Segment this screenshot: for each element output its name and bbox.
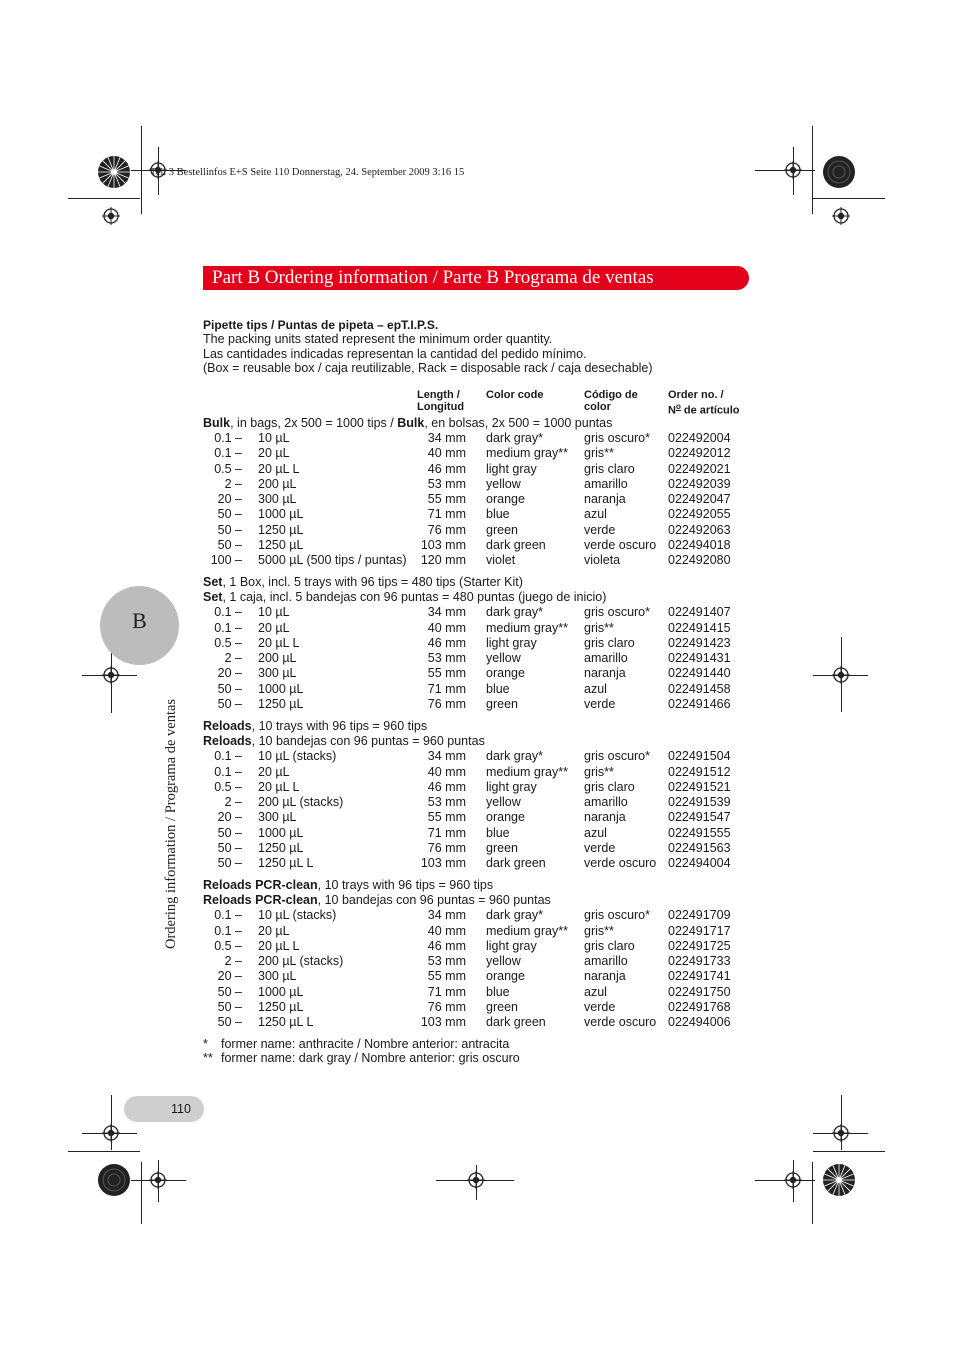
- cell-range-start: 50 –: [217, 984, 242, 999]
- cell-length: 55 mm: [427, 492, 466, 507]
- cell-codigo-color: gris claro: [584, 461, 635, 476]
- cell-codigo-color: azul: [584, 681, 607, 696]
- cell-order-number: 022492039: [668, 476, 731, 491]
- cell-range-start: 0.5 –: [214, 461, 242, 476]
- cell-color-code: orange: [486, 810, 525, 825]
- table-row: [203, 477, 763, 492]
- cell-color-code: medium gray**: [486, 923, 568, 938]
- cell-color-code: blue: [486, 507, 510, 522]
- cell-range-start: 2 –: [224, 476, 242, 491]
- print-slug-line: Teil 3 Bestellinfos E+S Seite 110 Donnerstag, 24. September 2009 3:16 15: [150, 167, 465, 178]
- cell-length: 55 mm: [427, 969, 466, 984]
- cell-order-number: 022491440: [668, 666, 731, 681]
- page-number: 110: [171, 1102, 191, 1116]
- column-header-length: Length / Longitud: [417, 389, 465, 413]
- cell-order-number: 022491407: [668, 605, 731, 620]
- cell-color-code: dark green: [486, 1015, 546, 1030]
- cell-color-code: dark gray*: [486, 908, 543, 923]
- cell-codigo-color: verde oscuro: [584, 1015, 657, 1030]
- cell-range-start: 50 –: [217, 696, 242, 711]
- registration-target-icon: [102, 1124, 120, 1142]
- cell-order-number: 022492055: [668, 507, 731, 522]
- cell-range-start: 0.1 –: [214, 620, 242, 635]
- cell-codigo-color: azul: [584, 984, 607, 999]
- cell-length: 34 mm: [427, 605, 466, 620]
- chapter-tab-letter: B: [132, 608, 147, 633]
- footnotes: [203, 1037, 520, 1066]
- cell-codigo-color: gris oscuro*: [584, 908, 650, 923]
- star-target-icon: [822, 1163, 856, 1197]
- cell-color-code: dark green: [486, 537, 546, 552]
- table-row: [203, 765, 763, 780]
- section-title: Reloads PCR-clean, 10 trays with 96 tips = 960 tips: [203, 878, 494, 892]
- cell-range-start: 0.5 –: [214, 635, 242, 650]
- table-row: [203, 1000, 763, 1015]
- cell-length: 71 mm: [427, 507, 466, 522]
- cell-length: 103 mm: [420, 537, 466, 552]
- table-row: [203, 538, 763, 553]
- cell-color-code: light gray: [486, 635, 537, 650]
- cell-codigo-color: gris claro: [584, 938, 635, 953]
- cell-length: 46 mm: [427, 938, 466, 953]
- cell-color-code: dark green: [486, 856, 546, 871]
- cell-codigo-color: gris**: [584, 620, 614, 635]
- cell-length: 53 mm: [427, 651, 466, 666]
- cell-color-code: green: [486, 696, 518, 711]
- cell-order-number: 022491521: [668, 779, 731, 794]
- cell-order-number: 022491415: [668, 620, 731, 635]
- cell-color-code: blue: [486, 984, 510, 999]
- table-row: [203, 969, 763, 984]
- cell-range-end: 300 µL: [258, 666, 297, 681]
- cell-range-start: 20 –: [217, 810, 242, 825]
- cell-range-end: 1000 µL: [258, 825, 304, 840]
- table-row: [203, 636, 763, 651]
- table-row: [203, 446, 763, 461]
- cell-length: 46 mm: [427, 779, 466, 794]
- cell-length: 120 mm: [420, 553, 466, 568]
- intro-line: (Box = reusable box / caja reutilizable, Rack = disposable rack / caja desechable): [203, 361, 653, 376]
- cell-range-end: 20 µL L: [258, 461, 300, 476]
- cell-range-end: 10 µL (stacks): [258, 908, 337, 923]
- table-row: [203, 553, 763, 568]
- section-title: Set, 1 Box, incl. 5 trays with 96 tips = 480 tips (Starter Kit): [203, 575, 523, 589]
- table-row: [203, 924, 763, 939]
- star-target-icon: [97, 155, 131, 189]
- cell-color-code: green: [486, 522, 518, 537]
- cell-order-number: 022491717: [668, 923, 731, 938]
- cell-codigo-color: gris**: [584, 446, 614, 461]
- cell-length: 53 mm: [427, 795, 466, 810]
- cell-codigo-color: gris claro: [584, 779, 635, 794]
- cell-length: 34 mm: [427, 908, 466, 923]
- cell-length: 34 mm: [427, 431, 466, 446]
- cell-length: 76 mm: [427, 522, 466, 537]
- cell-codigo-color: verde: [584, 522, 616, 537]
- cell-codigo-color: verde: [584, 999, 616, 1014]
- cell-range-start: 0.1 –: [214, 923, 242, 938]
- cell-length: 71 mm: [427, 825, 466, 840]
- star-target-icon: [97, 1163, 131, 1197]
- cell-color-code: yellow: [486, 651, 521, 666]
- table-row: [203, 431, 763, 446]
- cell-range-end: 20 µL: [258, 620, 290, 635]
- cell-range-start: 0.5 –: [214, 779, 242, 794]
- cell-length: 40 mm: [427, 923, 466, 938]
- cell-range-end: 10 µL: [258, 431, 290, 446]
- section-title: Reloads, 10 trays with 96 tips = 960 tips: [203, 719, 428, 733]
- cell-color-code: medium gray**: [486, 764, 568, 779]
- cell-order-number: 022492021: [668, 461, 731, 476]
- section-title: Reloads, 10 bandejas con 96 puntas = 960 puntas: [203, 734, 485, 749]
- cell-order-number: 022491725: [668, 938, 731, 953]
- cell-order-number: 022492047: [668, 492, 731, 507]
- cell-range-end: 1250 µL: [258, 522, 304, 537]
- cell-codigo-color: gris oscuro*: [584, 605, 650, 620]
- cell-color-code: yellow: [486, 954, 521, 969]
- cell-order-number: 022491768: [668, 999, 731, 1014]
- table-row: [203, 749, 763, 764]
- cell-order-number: 022491504: [668, 749, 731, 764]
- cell-range-end: 10 µL: [258, 605, 290, 620]
- intro-line: The packing units stated represent the minimum order quantity.: [203, 332, 553, 347]
- cell-codigo-color: amarillo: [584, 476, 628, 491]
- cell-color-code: yellow: [486, 476, 521, 491]
- cell-range-start: 2 –: [224, 651, 242, 666]
- cell-range-start: 2 –: [224, 795, 242, 810]
- cell-color-code: dark gray*: [486, 749, 543, 764]
- section-title: Bulk, in bags, 2x 500 = 1000 tips / Bulk, en bolsas, 2x 500 = 1000 puntas: [203, 416, 613, 430]
- cell-order-number: 022491555: [668, 825, 731, 840]
- registration-target-icon: [832, 666, 850, 684]
- registration-target-icon: [149, 1171, 167, 1189]
- cell-range-end: 20 µL: [258, 764, 290, 779]
- cell-codigo-color: naranja: [584, 666, 626, 681]
- cell-length: 40 mm: [427, 446, 466, 461]
- section-banner: Part B Ordering information / Parte B Programa de ventas: [203, 266, 749, 290]
- cell-range-start: 50 –: [217, 999, 242, 1014]
- column-header-codigo: Código de color: [584, 389, 638, 413]
- cell-range-start: 20 –: [217, 492, 242, 507]
- cell-codigo-color: verde: [584, 840, 616, 855]
- cell-length: 46 mm: [427, 635, 466, 650]
- registration-target-icon: [102, 207, 120, 225]
- cell-codigo-color: verde oscuro: [584, 856, 657, 871]
- page-number-box: [124, 1096, 204, 1122]
- cell-codigo-color: violeta: [584, 553, 621, 568]
- cell-range-start: 50 –: [217, 840, 242, 855]
- cell-order-number: 022491431: [668, 651, 731, 666]
- section-title: Set, 1 caja, incl. 5 bandejas con 96 puntas = 480 puntas (juego de inicio): [203, 590, 607, 605]
- table-row: [203, 795, 763, 810]
- cell-length: 53 mm: [427, 954, 466, 969]
- cell-color-code: medium gray**: [486, 620, 568, 635]
- table-row: [203, 954, 763, 969]
- cell-color-code: yellow: [486, 795, 521, 810]
- table-row: [203, 780, 763, 795]
- table-row: [203, 462, 763, 477]
- cell-range-end: 1250 µL: [258, 999, 304, 1014]
- table-row: [203, 841, 763, 856]
- cell-range-start: 50 –: [217, 681, 242, 696]
- cell-range-start: 50 –: [217, 522, 242, 537]
- cell-range-end: 200 µL: [258, 651, 297, 666]
- product-section: [203, 575, 763, 712]
- table-row: [203, 939, 763, 954]
- product-section: [203, 719, 763, 871]
- registration-target-icon: [832, 1124, 850, 1142]
- cell-range-end: 1000 µL: [258, 507, 304, 522]
- cell-range-start: 0.1 –: [214, 605, 242, 620]
- intro-heading: Pipette tips / Puntas de pipeta – epT.I.P.S.: [203, 318, 439, 332]
- side-running-title: Ordering information / Programa de ventas: [163, 698, 179, 949]
- section-title: Reloads PCR-clean, 10 bandejas con 96 puntas = 960 puntas: [203, 893, 551, 908]
- table-row: [203, 856, 763, 871]
- cell-color-code: light gray: [486, 461, 537, 476]
- cell-color-code: blue: [486, 825, 510, 840]
- table-row: [203, 985, 763, 1000]
- cell-order-number: 022491709: [668, 908, 731, 923]
- cell-range-start: 2 –: [224, 954, 242, 969]
- cell-color-code: orange: [486, 492, 525, 507]
- cell-order-number: 022494006: [668, 1015, 731, 1030]
- cell-order-number: 022491563: [668, 840, 731, 855]
- cell-codigo-color: azul: [584, 825, 607, 840]
- column-header-order-no: Order no. / $N^o$ de artículo: [668, 389, 740, 417]
- cell-codigo-color: verde oscuro: [584, 537, 657, 552]
- cell-order-number: 022491423: [668, 635, 731, 650]
- cell-range-end: 20 µL L: [258, 635, 300, 650]
- intro-line: Las cantidades indicadas representan la cantidad del pedido mínimo.: [203, 346, 587, 361]
- cell-range-end: 200 µL (stacks): [258, 795, 344, 810]
- cell-codigo-color: naranja: [584, 810, 626, 825]
- cell-order-number: 022491539: [668, 795, 731, 810]
- table-row: [203, 697, 763, 712]
- table-row: [203, 492, 763, 507]
- cell-range-end: 5000 µL (500 tips / puntas): [258, 553, 407, 568]
- intro-block: [203, 318, 763, 376]
- cell-range-end: 1000 µL: [258, 984, 304, 999]
- cell-range-start: 50 –: [217, 856, 242, 871]
- cell-length: 76 mm: [427, 999, 466, 1014]
- cell-range-start: 100 –: [210, 553, 242, 568]
- product-section: [203, 878, 763, 1030]
- cell-range-end: 20 µL L: [258, 779, 300, 794]
- footnote: * former name: anthracite / Nombre anterior: antracita: [203, 1037, 510, 1051]
- cell-codigo-color: gris oscuro*: [584, 749, 650, 764]
- cell-range-end: 1250 µL L: [258, 1015, 314, 1030]
- cell-codigo-color: verde: [584, 696, 616, 711]
- registration-target-icon: [832, 207, 850, 225]
- cell-codigo-color: amarillo: [584, 651, 628, 666]
- cell-codigo-color: gris oscuro*: [584, 431, 650, 446]
- cell-color-code: green: [486, 840, 518, 855]
- registration-target-icon: [784, 161, 802, 179]
- table-row: [203, 682, 763, 697]
- cell-order-number: 022492012: [668, 446, 731, 461]
- product-section: [203, 416, 763, 568]
- cell-length: 71 mm: [427, 984, 466, 999]
- cell-range-end: 20 µL: [258, 446, 290, 461]
- cell-range-end: 20 µL: [258, 923, 290, 938]
- cell-codigo-color: amarillo: [584, 954, 628, 969]
- cell-order-number: 022494004: [668, 856, 731, 871]
- cell-codigo-color: azul: [584, 507, 607, 522]
- table-row: [203, 507, 763, 522]
- cell-color-code: dark gray*: [486, 431, 543, 446]
- cell-length: 55 mm: [427, 666, 466, 681]
- cell-color-code: orange: [486, 969, 525, 984]
- cell-color-code: blue: [486, 681, 510, 696]
- table-row: [203, 651, 763, 666]
- cell-color-code: orange: [486, 666, 525, 681]
- cell-codigo-color: gris**: [584, 764, 614, 779]
- cell-order-number: 022491547: [668, 810, 731, 825]
- cell-range-end: 1250 µL: [258, 840, 304, 855]
- cell-order-number: 022492080: [668, 553, 731, 568]
- cell-range-start: 0.1 –: [214, 908, 242, 923]
- cell-range-start: 50 –: [217, 825, 242, 840]
- cell-length: 40 mm: [427, 764, 466, 779]
- cell-length: 71 mm: [427, 681, 466, 696]
- cell-range-end: 300 µL: [258, 969, 297, 984]
- cell-range-start: 20 –: [217, 969, 242, 984]
- cell-order-number: 022491750: [668, 984, 731, 999]
- cell-length: 34 mm: [427, 749, 466, 764]
- cell-range-start: 50 –: [217, 537, 242, 552]
- table-row: [203, 605, 763, 620]
- cell-range-start: 50 –: [217, 507, 242, 522]
- cell-codigo-color: amarillo: [584, 795, 628, 810]
- table-row: [203, 666, 763, 681]
- cell-range-end: 1250 µL L: [258, 856, 314, 871]
- cell-range-end: 20 µL L: [258, 938, 300, 953]
- cell-length: 103 mm: [420, 1015, 466, 1030]
- cell-range-end: 1250 µL: [258, 696, 304, 711]
- cell-color-code: medium gray**: [486, 446, 568, 461]
- table-row: [203, 621, 763, 636]
- registration-target-icon: [467, 1171, 485, 1189]
- registration-target-icon: [102, 666, 120, 684]
- column-header-color-code: Color code: [486, 389, 544, 401]
- cell-range-end: 1000 µL: [258, 681, 304, 696]
- cell-range-start: 20 –: [217, 666, 242, 681]
- registration-target-icon: [784, 1171, 802, 1189]
- footnote: ** former name: dark gray / Nombre anterior: gris oscuro: [203, 1051, 520, 1066]
- cell-range-end: 200 µL: [258, 476, 297, 491]
- cell-range-start: 50 –: [217, 1015, 242, 1030]
- cell-range-end: 200 µL (stacks): [258, 954, 344, 969]
- cell-length: 76 mm: [427, 696, 466, 711]
- cell-order-number: 022491741: [668, 969, 731, 984]
- cell-codigo-color: gris**: [584, 923, 614, 938]
- star-target-icon: [822, 155, 856, 189]
- cell-length: 55 mm: [427, 810, 466, 825]
- table-row: [203, 826, 763, 841]
- cell-range-end: 300 µL: [258, 810, 297, 825]
- cell-range-start: 0.1 –: [214, 764, 242, 779]
- table-row: [203, 523, 763, 538]
- cell-order-number: 022491458: [668, 681, 731, 696]
- cell-range-start: 0.1 –: [214, 431, 242, 446]
- cell-length: 53 mm: [427, 476, 466, 491]
- cell-codigo-color: naranja: [584, 969, 626, 984]
- cell-length: 46 mm: [427, 461, 466, 476]
- cell-codigo-color: gris claro: [584, 635, 635, 650]
- cell-order-number: 022492063: [668, 522, 731, 537]
- cell-color-code: light gray: [486, 938, 537, 953]
- cell-order-number: 022491733: [668, 954, 731, 969]
- cell-order-number: 022491512: [668, 764, 731, 779]
- cell-color-code: dark gray*: [486, 605, 543, 620]
- cell-range-start: 0.1 –: [214, 446, 242, 461]
- cell-length: 103 mm: [420, 856, 466, 871]
- cell-range-start: 0.5 –: [214, 938, 242, 953]
- cell-range-start: 0.1 –: [214, 749, 242, 764]
- cell-order-number: 022494018: [668, 537, 731, 552]
- cell-range-end: 300 µL: [258, 492, 297, 507]
- cell-color-code: violet: [486, 553, 516, 568]
- cell-color-code: light gray: [486, 779, 537, 794]
- cell-order-number: 022491466: [668, 696, 731, 711]
- table-row: [203, 1015, 763, 1030]
- cell-range-end: 10 µL (stacks): [258, 749, 337, 764]
- cell-length: 76 mm: [427, 840, 466, 855]
- table-row: [203, 908, 763, 923]
- cell-codigo-color: naranja: [584, 492, 626, 507]
- cell-length: 40 mm: [427, 620, 466, 635]
- cell-order-number: 022492004: [668, 431, 731, 446]
- cell-range-end: 1250 µL: [258, 537, 304, 552]
- table-row: [203, 810, 763, 825]
- cell-color-code: green: [486, 999, 518, 1014]
